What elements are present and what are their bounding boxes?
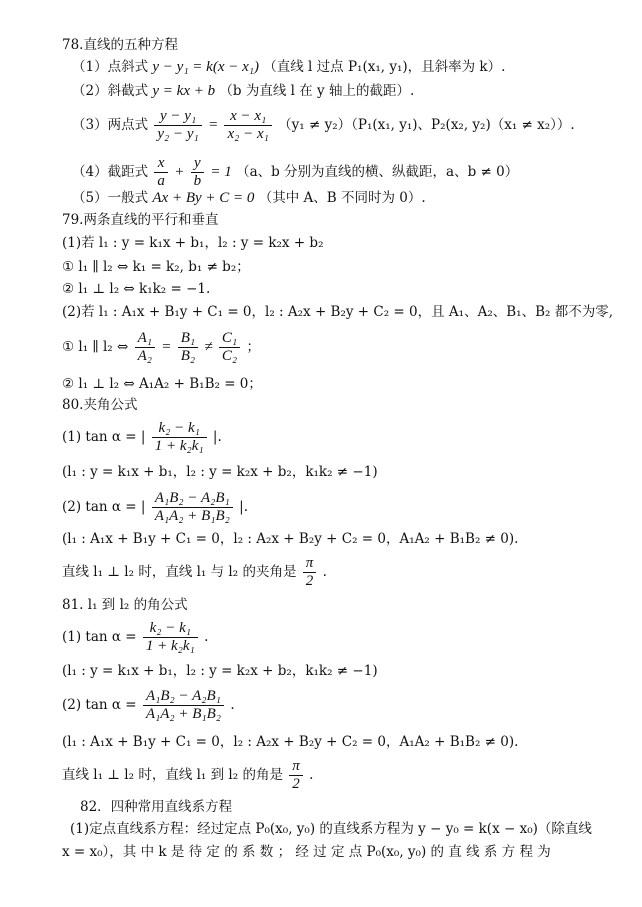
perp-condition-1: ② l₁ ⊥ l₂ ⇔ k₁k₂ = −1.: [62, 281, 211, 297]
condition-2: (l₁ : A₁x + B₁y + C₁ = 0，l₂ : A₂x + B₂y + C₂ = 0，A₁A₂ + B₁B₂ ≠ 0).: [62, 531, 519, 547]
prefix: (2) tan α = |: [62, 499, 146, 515]
parallel-perp-2: (2)若 l₁ : A₁x + B₁y + C₁ = 0，l₂ : A₂x + B₂y + C₂ = 0，且 A₁、A₂、B₁、B₂ 都不为零,: [62, 304, 613, 320]
suffix: .: [230, 697, 235, 713]
condition-2: (l₁ : A₁x + B₁y + C₁ = 0，l₂ : A₂x + B₂y + C₂ = 0，A₁A₂ + B₁B₂ ≠ 0).: [62, 734, 519, 750]
prefix: 直线 l₁ ⊥ l₂ 时，直线 l₁ 与 l₂ 的夹角是: [62, 564, 297, 580]
note: （直线 l 过点 P₁(x₁, y₁)，且斜率为 k）.: [263, 59, 506, 75]
equals-one: = 1: [210, 164, 232, 180]
equals: =: [161, 339, 172, 355]
numerator: x − x₁: [224, 108, 271, 126]
angle-formula-1: [62, 420, 222, 455]
perp-directed-angle-line: [62, 758, 313, 793]
denominator: 1 + k₂k₁: [145, 638, 195, 654]
parallel-condition-2: [62, 330, 260, 365]
numerator: y: [191, 155, 205, 173]
prefix: 直线 l₁ ⊥ l₂ 时，直线 l₁ 到 l₂ 的角是: [62, 767, 283, 783]
suffix: .: [204, 629, 209, 645]
section-82-title: 82．四种常用直线系方程: [80, 799, 233, 815]
fraction: [152, 420, 207, 455]
formula: y = kx + b: [152, 83, 216, 99]
prefix: (1) tan α =: [62, 629, 137, 645]
denominator: A₂: [137, 348, 152, 364]
fraction: [143, 688, 224, 723]
fraction: [154, 155, 168, 190]
fraction: [152, 490, 233, 525]
note: （a、b 分别为直线的横、纵截距，a、b ≠ 0）: [236, 164, 519, 180]
section-80-title: 80.夹角公式: [62, 397, 138, 413]
note: （b 为直线 l 在 y 轴上的截距）.: [219, 83, 415, 99]
fraction: [154, 108, 201, 143]
note: （y₁ ≠ y₂）（P₁(x₁, y₁)、P₂(x₂, y₂)（x₁ ≠ x₂））.: [278, 117, 575, 133]
numerator: y − y₁: [154, 108, 201, 126]
item-label: （3）两点式: [72, 117, 149, 133]
item-label: （4）截距式: [72, 164, 149, 180]
denominator: 2: [292, 776, 300, 792]
denominator: b: [193, 173, 202, 189]
denominator: x₂ − x₁: [227, 126, 269, 142]
parallel-condition-1: ① l₁ ∥ l₂ ⇔ k₁ = k₂, b₁ ≠ b₂；: [62, 259, 250, 275]
fixed-point-family-line-2: x = x₀），其 中 k 是 待 定 的 系 数 ； 经 过 定 点 P₀(x₀, y₀) 的 直 线 系 方 程 为: [62, 844, 551, 860]
denominator: B₂: [180, 348, 196, 364]
numerator: A₁B₂ − A₂B₁: [152, 490, 233, 508]
fraction: [178, 330, 198, 365]
numerator: A₁B₂ − A₂B₁: [143, 688, 224, 706]
numerator: π: [289, 758, 303, 776]
fraction: [289, 758, 303, 793]
perp-condition-2: ② l₁ ⊥ l₂ ⇔ A₁A₂ + B₁B₂ = 0；: [62, 376, 262, 392]
item-label: （1）点斜式: [72, 59, 149, 75]
equals: =: [208, 117, 219, 133]
numerator: k₂ − k₁: [152, 420, 207, 438]
numerator: A₁: [135, 330, 155, 348]
intercept-line: [72, 155, 518, 190]
plus: +: [174, 164, 185, 180]
fraction: [303, 555, 317, 590]
item-label: （5）一般式: [72, 190, 149, 206]
prefix: (2) tan α =: [62, 697, 137, 713]
fraction: [143, 620, 198, 655]
numerator: C₁: [219, 330, 240, 348]
suffix: .: [322, 564, 327, 580]
fraction: [135, 330, 155, 365]
prefix: ① l₁ ∥ l₂ ⇔: [62, 339, 129, 355]
fixed-point-family-line-1: (1)定点直线系方程：经过定点 P₀(x₀, y₀) 的直线系方程为 y − y₀ = k(x − x₀)（除直线: [70, 821, 592, 837]
section-79-title: 79.两条直线的平行和垂直: [62, 212, 219, 228]
perp-angle-line: [62, 555, 327, 590]
point-slope-line: [72, 58, 505, 76]
numerator: B₁: [178, 330, 198, 348]
general-form-line: [72, 189, 426, 207]
section-81-title: 81. l₁ 到 l₂ 的角公式: [62, 597, 188, 613]
suffix: |.: [239, 499, 249, 515]
parallel-perp-1: (1)若 l₁ : y = k₁x + b₁，l₂ : y = k₂x + b₂: [62, 235, 324, 251]
note: （其中 A、B 不同时为 0）.: [258, 190, 426, 206]
denominator: y₂ − y₁: [157, 126, 199, 142]
fraction: [191, 155, 205, 190]
prefix: (1) tan α = |: [62, 429, 146, 445]
angle-formula-2: [62, 490, 248, 525]
denominator: a: [157, 173, 165, 189]
denominator: C₂: [221, 348, 238, 364]
two-point-line: [72, 108, 575, 143]
denominator: A₁A₂ + B₁B₂: [154, 508, 230, 524]
formula: Ax + By + C = 0: [152, 190, 255, 206]
directed-angle-formula-2: [62, 688, 235, 723]
numerator: π: [303, 555, 317, 573]
denominator: A₁A₂ + B₁B₂: [145, 706, 222, 722]
fraction: [224, 108, 271, 143]
item-label: （2）斜截式: [72, 83, 149, 99]
section-78-title: 78.直线的五种方程: [62, 37, 178, 53]
condition-1: (l₁ : y = k₁x + b₁，l₂ : y = k₂x + b₂，k₁k₂ ≠ −1): [62, 464, 378, 480]
formula: y − y₁ = k(x − x₁): [152, 59, 259, 75]
denominator: 1 + k₂k₁: [154, 438, 204, 454]
condition-1: (l₁ : y = k₁x + b₁，l₂ : y = k₂x + b₂，k₁k₂ ≠ −1): [62, 663, 378, 679]
suffix: .: [309, 767, 314, 783]
suffix: |.: [212, 429, 222, 445]
suffix: ；: [246, 339, 260, 355]
not-equal: ≠: [204, 339, 213, 355]
slope-intercept-line: [72, 82, 414, 100]
fraction: [219, 330, 240, 365]
numerator: x: [154, 155, 168, 173]
numerator: k₂ − k₁: [143, 620, 198, 638]
directed-angle-formula-1: [62, 620, 208, 655]
denominator: 2: [305, 573, 314, 589]
